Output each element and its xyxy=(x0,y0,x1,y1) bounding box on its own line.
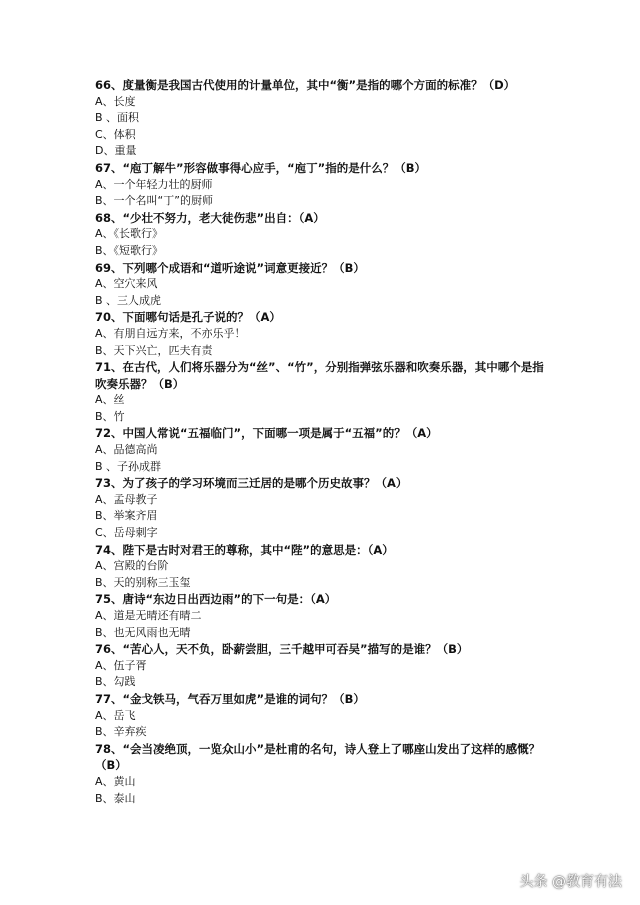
answer-option: D、重量 xyxy=(95,144,137,158)
answer-option: A、宫殿的台阶 xyxy=(95,559,169,573)
answer-option: B、《短歌行》 xyxy=(95,243,164,257)
answer-option: B、勾践 xyxy=(95,675,136,689)
question-text: 76、“苦心人，天不负，卧薪尝胆，三千越甲可吞吴”描写的是谁？（B） xyxy=(95,642,469,657)
question-text: 75、唐诗“东边日出西边雨”的下一句是：（A） xyxy=(95,592,337,607)
answer-option: A、《长歌行》 xyxy=(95,227,164,241)
answer-option: B、竹 xyxy=(95,409,125,423)
question-text: 70、下面哪句话是孔子说的？（A） xyxy=(95,310,281,325)
question-text: 71、在古代，人们将乐器分为“丝”、“竹”，分别指弹弦乐器和吹奏乐器，其中哪个是指吹奏乐器？（B） xyxy=(95,360,544,391)
question-block xyxy=(95,641,555,691)
answer-option: B、天下兴亡，匹夫有责 xyxy=(95,343,213,357)
question-block xyxy=(95,591,555,641)
question-block xyxy=(95,359,555,425)
question-text: 68、“少壮不努力，老大徒伤悲”出自：（A） xyxy=(95,210,325,225)
question-text: 77、“金戈铁马，气吞万里如虎”是谁的词句？（B） xyxy=(95,691,365,706)
answer-option: A、丝 xyxy=(95,393,125,407)
answer-option: A、有朋自远方来，不亦乐乎！ xyxy=(95,326,246,340)
answer-option: A、伍子胥 xyxy=(95,658,147,672)
question-text: 72、中国人常说“五福临门”，下面哪一项是属于“五福”的？（A） xyxy=(95,426,438,441)
answer-option: B 、三人成虎 xyxy=(95,293,162,307)
question-text: 66、度量衡是我国古代使用的计量单位，其中“衡”是指的哪个方面的标准？（D） xyxy=(95,78,516,92)
quiz-document xyxy=(95,77,555,807)
answer-option: A、岳飞 xyxy=(95,708,136,722)
question-block xyxy=(95,210,555,260)
answer-option: B 、面积 xyxy=(95,111,140,125)
answer-option: A、长度 xyxy=(95,94,136,108)
question-text: 73、为了孩子的学习环境而三迁居的是哪个历史故事？（A） xyxy=(95,476,408,491)
answer-option: C、岳母刺字 xyxy=(95,526,158,540)
question-block xyxy=(95,542,555,592)
answer-option: B、一个名叫“丁”的厨师 xyxy=(95,194,213,208)
question-block xyxy=(95,260,555,310)
question-block xyxy=(95,309,555,359)
answer-option: B、泰山 xyxy=(95,791,136,805)
answer-option: B 、子孙成群 xyxy=(95,459,162,473)
question-text: 67、“庖丁解牛”形容做事得心应手，“庖丁”指的是什么？（B） xyxy=(95,160,426,175)
answer-option: A、黄山 xyxy=(95,774,136,788)
answer-option: A、空穴来风 xyxy=(95,277,158,291)
answer-option: B、也无风雨也无晴 xyxy=(95,625,191,639)
question-text: 74、陛下是古时对君王的尊称，其中“陛”的意思是：（A） xyxy=(95,542,394,557)
question-block xyxy=(95,160,555,210)
answer-option: B、辛弃疾 xyxy=(95,725,147,739)
question-block xyxy=(95,691,555,741)
answer-option: A、品德高尚 xyxy=(95,443,158,457)
answer-option: A、孟母教子 xyxy=(95,492,158,506)
question-block xyxy=(95,77,555,160)
question-text: 78、“会当凌绝顶，一览众山小”是杜甫的名句，诗人登上了哪座山发出了这样的感慨？（B） xyxy=(95,741,541,773)
answer-option: B、举案齐眉 xyxy=(95,509,158,523)
question-text: 69、下列哪个成语和“道听途说”词意更接近？（B） xyxy=(95,260,365,275)
answer-option: A、道是无晴还有晴二 xyxy=(95,609,202,622)
question-block xyxy=(95,741,555,807)
question-block xyxy=(95,475,555,541)
answer-option: B、天的别称三玉玺 xyxy=(95,575,191,589)
answer-option: A、一个年轻力壮的厨师 xyxy=(95,177,213,191)
answer-option: C、体积 xyxy=(95,127,136,141)
watermark: 头条 @教育有法 xyxy=(519,874,622,890)
question-block xyxy=(95,425,555,475)
